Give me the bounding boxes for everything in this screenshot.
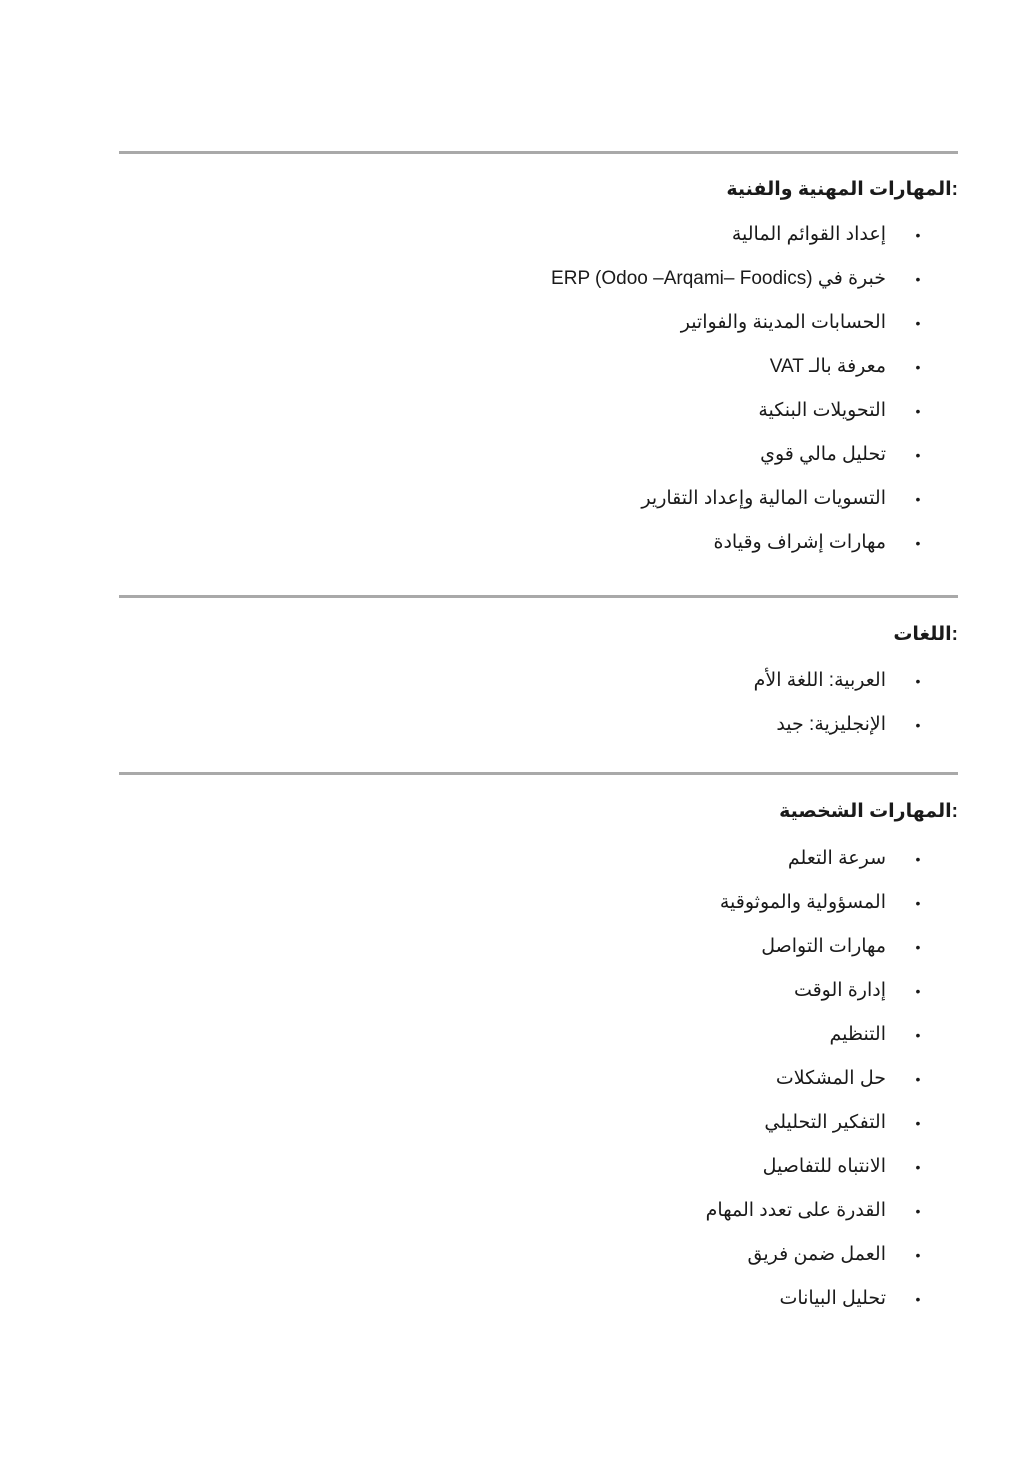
bullet-icon: • (915, 1027, 921, 1043)
personal-skills-list (119, 837, 958, 1321)
bullet-icon: • (915, 983, 921, 999)
list-item-text: الانتباه للتفاصيل (762, 1156, 886, 1177)
list-item (119, 301, 958, 345)
bullet-icon: • (915, 673, 921, 689)
skills-list (119, 213, 958, 565)
bullet-icon: • (915, 359, 921, 375)
list-item (119, 925, 958, 969)
list-item (119, 659, 958, 703)
list-item-text: العمل ضمن فريق (747, 1244, 886, 1265)
languages-list (119, 659, 958, 747)
list-item (119, 881, 958, 925)
bullet-icon: • (915, 315, 921, 331)
list-item (119, 477, 958, 521)
list-item-text: معرفة بالـ VAT (769, 356, 886, 377)
list-item (119, 521, 958, 565)
list-item-text: التسويات المالية وإعداد التقارير (641, 488, 886, 509)
bullet-icon: • (915, 403, 921, 419)
bullet-icon: • (915, 851, 921, 867)
list-item-text: التنظيم (829, 1024, 886, 1045)
list-item-text: المسؤولية والموثوقية (719, 892, 886, 913)
section-languages (119, 623, 958, 747)
list-item-text: التفكير التحليلي (764, 1112, 886, 1133)
list-item-text: مهارات التواصل (761, 936, 886, 957)
list-item (119, 1101, 958, 1145)
bullet-icon: • (915, 227, 921, 243)
bullet-icon: • (915, 1071, 921, 1087)
list-item (119, 257, 958, 301)
list-item (119, 1233, 958, 1277)
list-item-text: الإنجليزية: جيد (776, 714, 886, 735)
list-item (119, 837, 958, 881)
bullet-icon: • (915, 271, 921, 287)
list-item (119, 389, 958, 433)
list-item-text: خبرة في ERP (Odoo –Arqami– Foodics) (551, 268, 886, 289)
list-item-text: القدرة على تعدد المهام (705, 1200, 886, 1221)
section-professional-skills (119, 178, 958, 565)
list-item-text: سرعة التعلم (787, 848, 886, 869)
list-item (119, 1057, 958, 1101)
list-item (119, 1189, 958, 1233)
bullet-icon: • (915, 939, 921, 955)
section-divider (119, 595, 958, 598)
bullet-icon: • (915, 491, 921, 507)
section-heading: :المهارات المهنية والفنية (726, 179, 958, 200)
list-item-text: حل المشكلات (775, 1068, 886, 1089)
list-item (119, 703, 958, 747)
bullet-icon: • (915, 1291, 921, 1307)
bullet-icon: • (915, 717, 921, 733)
bullet-icon: • (915, 447, 921, 463)
section-heading: :اللغات (893, 624, 958, 645)
section-personal-skills (119, 800, 958, 1321)
bullet-icon: • (915, 1247, 921, 1263)
list-item (119, 1277, 958, 1321)
section-heading: :المهارات الشخصية (779, 801, 958, 822)
bullet-icon: • (915, 895, 921, 911)
list-item-text: إدارة الوقت (793, 980, 886, 1001)
bullet-icon: • (915, 1159, 921, 1175)
list-item (119, 1145, 958, 1189)
bullet-icon: • (915, 1203, 921, 1219)
list-item (119, 969, 958, 1013)
list-item-text: العربية: اللغة الأم (753, 670, 886, 691)
list-item-text: التحويلات البنكية (758, 400, 886, 421)
list-item (119, 345, 958, 389)
list-item (119, 433, 958, 477)
list-item-text: تحليل البيانات (779, 1288, 886, 1309)
list-item (119, 1013, 958, 1057)
section-divider (119, 151, 958, 154)
bullet-icon: • (915, 1115, 921, 1131)
list-item-text: مهارات إشراف وقيادة (713, 532, 886, 553)
list-item-text: تحليل مالي قوي (760, 444, 886, 465)
list-item-text: الحسابات المدينة والفواتير (680, 312, 886, 333)
section-divider (119, 772, 958, 775)
list-item (119, 213, 958, 257)
bullet-icon: • (915, 535, 921, 551)
list-item-text: إعداد القوائم المالية (731, 224, 886, 245)
